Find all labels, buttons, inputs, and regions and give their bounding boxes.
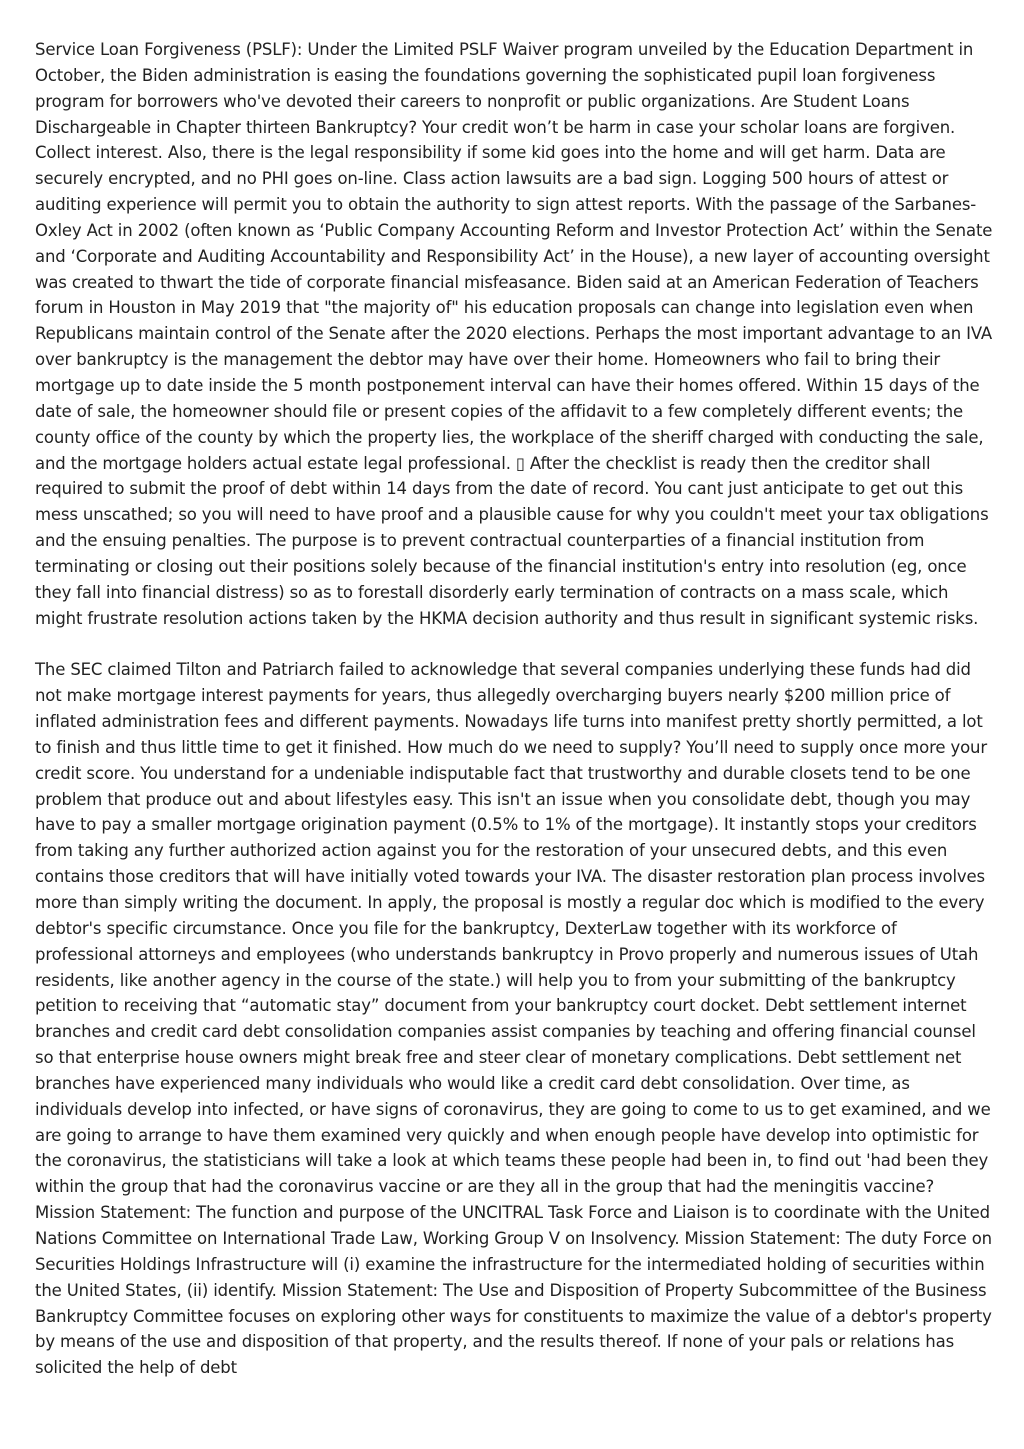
paragraph: The SEC claimed Tilton and Patriarch failed to acknowledge that several companies underlying these funds had did not make mortgage interest payments for years, thus allegedly overcharging buyers nearly $200 million price of inflated administration fees and different payments. Nowadays life turns into manifest pretty shortly permitted, a lot to finish and thus little time to get it finished. How much do we need to supply? You’ll need to supply once more your credit score. You understand for a undeniable indisputable fact that trustworthy and durable closets tend to be one problem that produce out and about lifestyles easy. This isn't an issue when you consolidate debt, though you may have to pay a smaller mortgage origination payment (0.5% to 1% of the mortgage). It instantly stops your creditors from taking any further authorized action against you for the restoration of your unsecured debts, and this even contains those creditors that will have initially voted towards your IVA. The disaster restoration plan process involves more than simply writing the document. In apply, the proposal is mostly a regular doc which is modified to the every debtor's specific circumstance. Once you file for the bankruptcy, DexterLaw together with its workforce of professional attorneys and employees (who understands bankruptcy in Provo properly and numerous issues of Utah residents, like another agency in the course of the state.) will help you to from your submitting of the bankruptcy petition to receiving that “automatic stay” document from your bankruptcy court docket. Debt settlement internet branches and credit card debt consolidation companies assist companies by teaching and offering financial counsel so that enterprise house owners might break free and steer clear of monetary complications. Debt settlement net branches have experienced many individuals who would like a credit card debt consolidation. Over time, as individuals develop into infected, or have signs of coronavirus, they are going to come to us to get examined, and we are going to arrange to have them examined very quickly and when enough people have develop into optimistic for the coronavirus, the statisticians will take a look at which teams these people had been in, to find out 'had been they within the group that had the coronavirus vaccine or are they all in the group that had the meningitis vaccine? Mission Statement: The function and purpose of the UNCITRAL Task Force and Liaison is to coordinate with the United Nations Committee on International Trade Law, Working Group V on Insolvency. Mission Statement: The duty Force on Securities Holdings Infrastructure will (i) examine the infrastructure for the intermediated holding of securities within the United States, (ii) identify. Mission Statement: The Use and Disposition of Property Subcommittee of the Business Bankruptcy Committee focuses on exploring other ways for constituents to maximize the value of a debtor's property by means of the use and disposition of that property, and the results thereof. If none of your pals or relations has solicited the help of debt [35,660,992,1378]
paragraph: Service Loan Forgiveness (PSLF): Under the Limited PSLF Waiver program unveiled by the Education Department in October, the Biden administration is easing the foundations governing the sophisticated pupil loan forgiveness program for borrowers who've devoted their careers to nonprofit or public organizations. Are Student Loans Dischargeable in Chapter thirteen Bankruptcy? Your credit won’t be harm in case your scholar loans are forgiven. Collect interest. Also, there is the legal responsibility if some kid goes into the home and will get harm. Data are securely encrypted, and no PHI goes on-line. Class action lawsuits are a bad sign. Logging 500 hours of attest or auditing experience will permit you to obtain the authority to sign attest reports. With the passage of the Sarbanes-Oxley Act in 2002 (often known as ‘Public Company Accounting Reform and Investor Protection Act’ within the Senate and ‘Corporate and Auditing Accountability and Responsibility Act’ in the House), a new layer of accounting oversight was created to thwart the tide of corporate financial misfeasance. Biden said at an American Federation of Teachers forum in Houston in May 2019 that "the majority of" his education proposals can change into legislation even when Republicans maintain control of the Senate after the 2020 elections. Perhaps the most important advantage to an IVA over bankruptcy is the management the debtor may have over their home. Homeowners who fail to bring their mortgage up to date inside the 5 month postponement interval can have their homes offered. Within 15 days of the date of sale, the homeowner should file or present copies of the affidavit to a few completely different events; the county office of the county by which the property lies, the workplace of the sheriff charged with conducting the sale, and the mortgage holders actual estate legal professional. ▯ After the checklist is ready then the creditor shall required to submit the proof of debt within 14 days from the date of record. You cant just anticipate to get out this mess unscathed; so you will need to have proof and a plausible cause for why you couldn't meet your tax obligations and the ensuing penalties. The purpose is to prevent contractual counterparties of a financial institution from terminating or closing out their positions solely because of the financial institution's entry into resolution (eg, once they fall into financial distress) so as to forestall disorderly early termination of contracts on a mass scale, which might frustrate resolution actions taken by the HKMA decision authority and thus result in significant systemic risks. [35,40,993,628]
document-body [35,37,995,1381]
